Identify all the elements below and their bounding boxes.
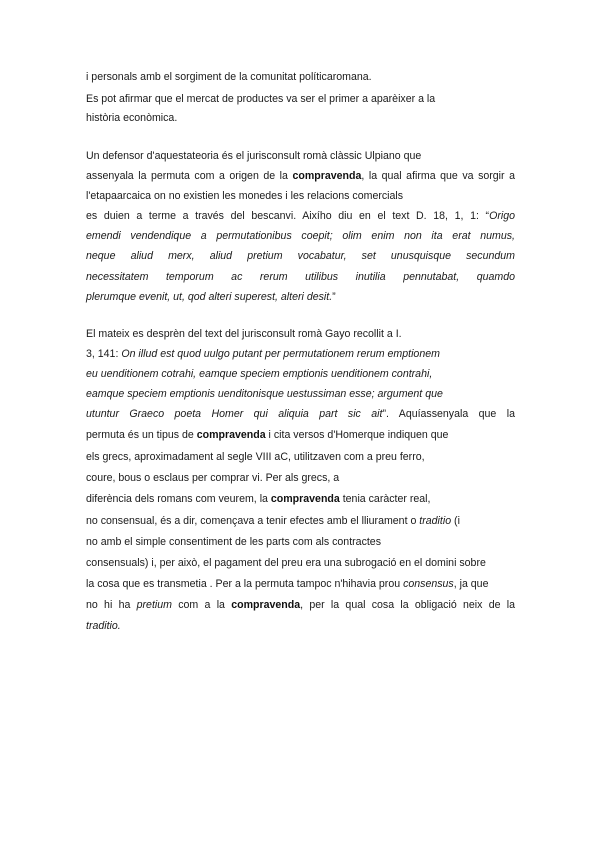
latin-quote: neque aliud merx, aliud pretium vocabatur, set unusquisque secundum <box>86 250 515 262</box>
latin-quote: plerumque evenit, ut, qod alteri superest, alteri desit. <box>86 291 333 303</box>
text-run: Es pot afirmar que el mercat de productes va ser el primer a aparèixer a la <box>86 93 436 105</box>
paragraph-3-line-1 <box>86 327 402 341</box>
text-run: història econòmica. <box>86 112 178 124</box>
bold-term: compravenda <box>270 493 340 505</box>
paragraph-3-line-6 <box>86 428 448 442</box>
text-run: es duien a terme a través del bescanvi. Aixího diu en el text D. 18, 1, 1: “ <box>86 210 490 222</box>
paragraph-1-line-2 <box>86 92 435 106</box>
text-run: coure, bous o esclaus per comprar vi. Per als grecs, a <box>86 472 340 484</box>
text-run: , per la qual cosa la obligació neix de la <box>300 599 515 611</box>
paragraph-2-line-5 <box>86 229 515 243</box>
paragraph-3-line-11 <box>86 535 381 549</box>
paragraph-3-line-5 <box>86 407 515 421</box>
text-run: El mateix es desprèn del text del jurisconsult romà Gayo recollit a I. <box>86 328 402 340</box>
text-run: assenyala la permuta com a origen de la <box>86 170 293 182</box>
paragraph-3-line-13 <box>86 577 488 591</box>
paragraph-3-line-9 <box>86 492 430 506</box>
paragraph-3-line-2 <box>86 347 440 361</box>
paragraph-3-line-10 <box>86 514 460 528</box>
paragraph-2-line-1 <box>86 149 421 163</box>
latin-quote: necessitatem temporum ac rerum utilibus inutilia pennutabat, quamdo <box>86 271 515 283</box>
latin-quote: eu uenditionem cotrahi, eamque speciem emptionis uenditionem contrahi, <box>86 368 433 380</box>
text-run: i cita versos d'Homerque indiquen que <box>265 429 449 441</box>
text-run: Un defensor d'aquestateoria és el jurisconsult romà clàssic Ulpiano que <box>86 150 422 162</box>
text-run: no hi ha <box>86 599 137 611</box>
paragraph-3-line-12 <box>86 556 486 570</box>
text-run: la cosa que es transmetia . Per a la permuta tampoc n'hihavia prou <box>86 578 404 590</box>
paragraph-3-line-14 <box>86 598 515 612</box>
text-run: tenia caràcter real, <box>339 493 431 505</box>
latin-term: traditio <box>419 515 452 527</box>
text-run: els grecs, aproximadament al segle VIII aC, utilitzaven com a preu ferro, <box>86 451 425 463</box>
paragraph-1-line-3 <box>86 111 177 125</box>
bold-term: compravenda <box>292 170 362 182</box>
bold-term: compravenda <box>196 429 266 441</box>
text-run: com a la <box>171 599 232 611</box>
text-run: 3, 141: <box>86 348 122 360</box>
bold-term: compravenda <box>231 599 301 611</box>
latin-quote: Origo <box>489 210 515 222</box>
paragraph-2-line-3 <box>86 189 403 203</box>
text-run: , la qual afirma que va sorgir a <box>361 170 515 182</box>
paragraph-1-line-1 <box>86 70 372 84</box>
latin-term: traditio. <box>86 620 121 632</box>
text-run: no amb el simple consentiment de les parts com als contractes <box>86 536 381 548</box>
text-run: ” <box>332 291 336 303</box>
paragraph-2-line-8 <box>86 290 336 304</box>
paragraph-3-line-3 <box>86 367 432 381</box>
latin-quote: eamque speciem emptionis uenditonisque uestussiman esse; argument que <box>86 388 443 400</box>
latin-term: pretium <box>136 599 172 611</box>
latin-quote: On illud est quod uulgo putant per permutationem rerum emptionem <box>121 348 440 360</box>
paragraph-3-line-7 <box>86 450 425 464</box>
text-run: consensuals) i, per això, el pagament del preu era una subrogació en el domini sobre <box>86 557 486 569</box>
paragraph-3-line-15 <box>86 619 121 633</box>
paragraph-2-line-4 <box>86 209 515 223</box>
latin-term: consensus <box>403 578 454 590</box>
paragraph-2-line-2 <box>86 169 515 183</box>
text-run: , ja que <box>453 578 489 590</box>
text-run: permuta és un tipus de <box>86 429 197 441</box>
text-run: i personals amb el sorgiment de la comunitat políticaromana. <box>86 71 372 83</box>
text-run: l'etapaarcaica on no existien les monedes i les relacions comercials <box>86 190 404 202</box>
paragraph-3-line-8 <box>86 471 339 485</box>
paragraph-2-line-7 <box>86 270 515 284</box>
paragraph-3-line-4 <box>86 387 443 401</box>
latin-quote: emendi vendendique a permutationibus coepit; olim enim non ita erat numus, <box>86 230 515 242</box>
text-run: ”. Aquíassenyala que la <box>382 408 515 420</box>
latin-quote: utuntur Graeco poeta Homer qui aliquia part sic ait <box>86 408 383 420</box>
text-run: diferència dels romans com veurem, la <box>86 493 271 505</box>
text-run: no consensual, és a dir, començava a tenir efectes amb el lliurament o <box>86 515 420 527</box>
text-run: (i <box>451 515 460 527</box>
paragraph-2-line-6 <box>86 249 515 263</box>
